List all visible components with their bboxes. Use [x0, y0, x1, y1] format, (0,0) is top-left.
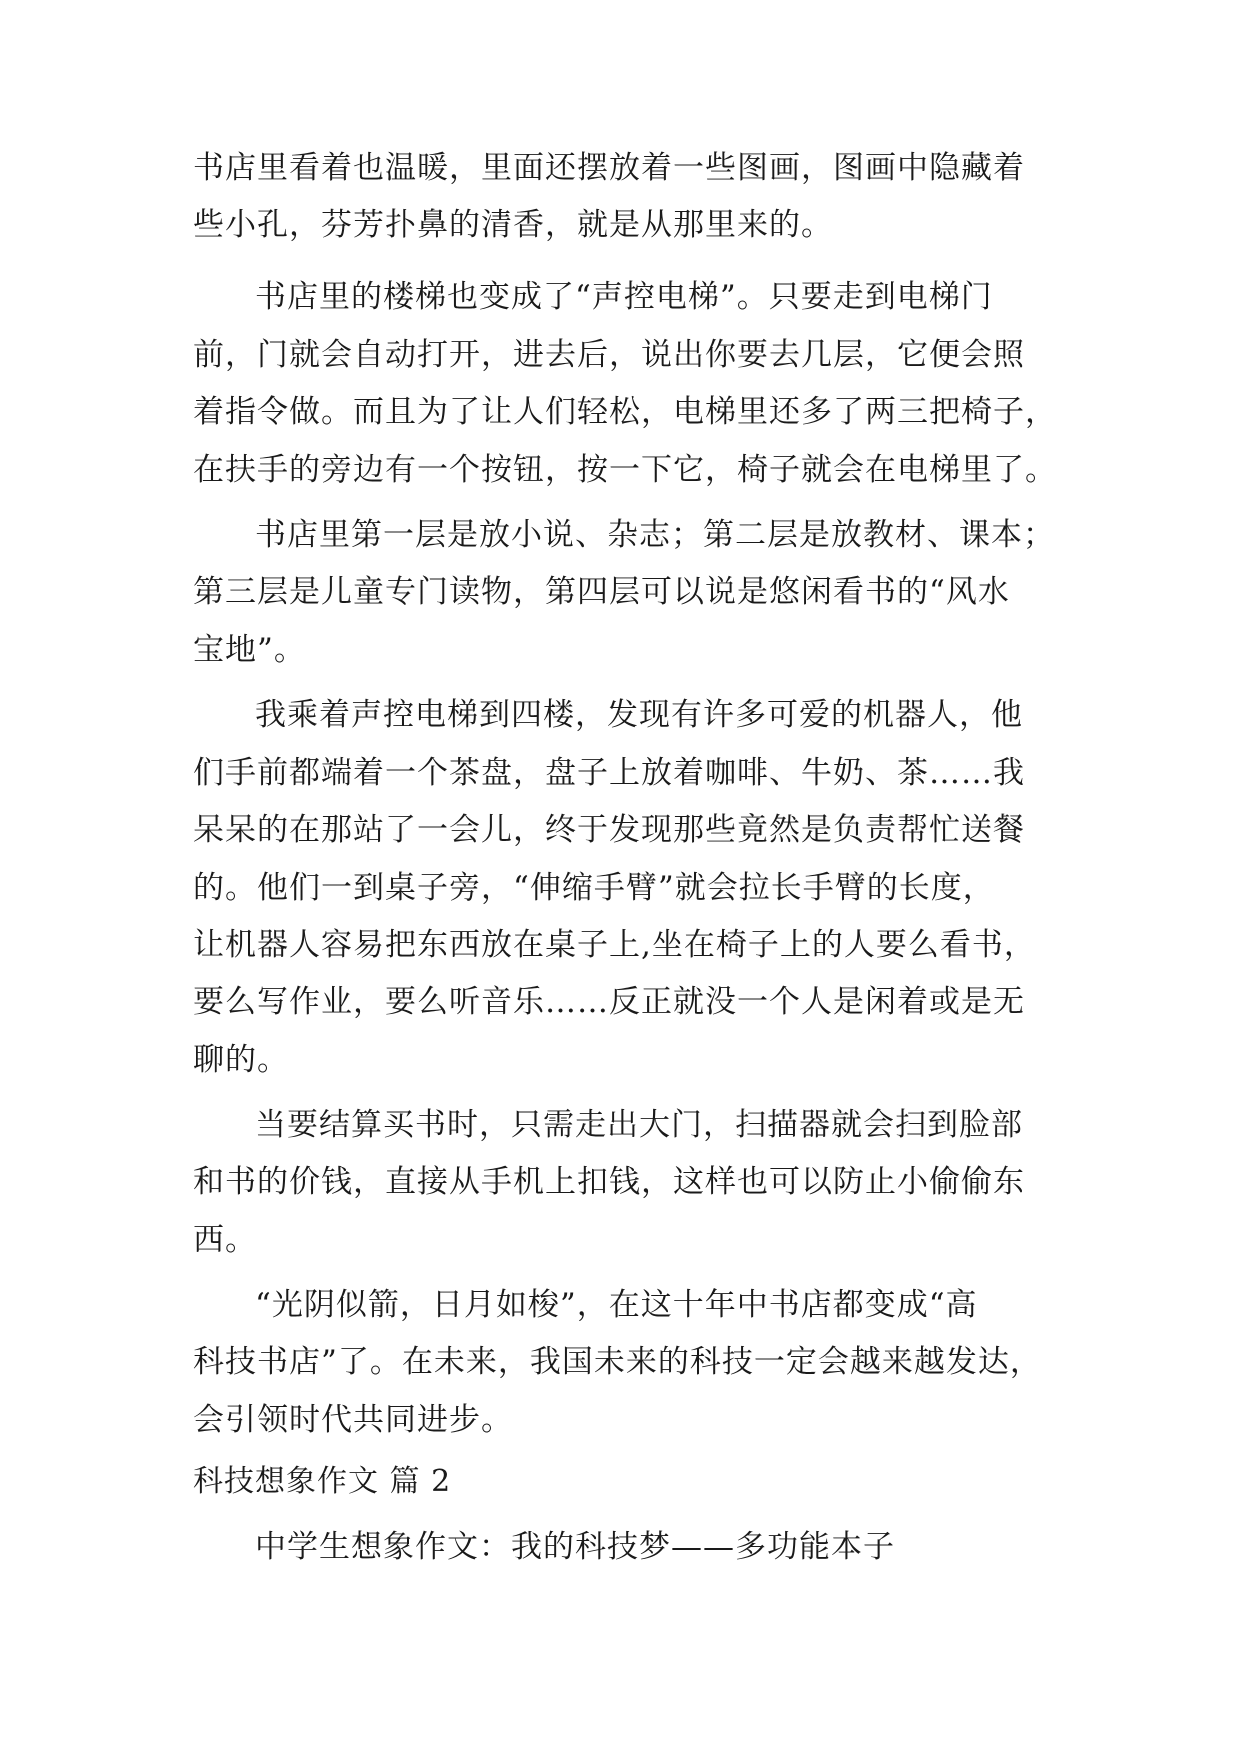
paragraph-line: 要么写作业，要么听音乐……反正就没一个人是闲着或是无: [193, 984, 1025, 1020]
paragraph-line: 第三层是儿童专门读物，第四层可以说是悠闲看书的“风水: [193, 574, 1010, 610]
paragraph-line: 和书的价钱，直接从手机上扣钱，这样也可以防止小偷偷东: [193, 1164, 1025, 1200]
paragraph-line: 让机器人容易把东西放在桌子上,坐在椅子上的人要么看书，: [193, 927, 1036, 963]
paragraph-line: 科技书店”了。在未来，我国未来的科技一定会越来越发达，: [193, 1344, 1042, 1380]
subtitle: 中学生想象作文：我的科技梦——多功能本子: [255, 1529, 895, 1565]
paragraph-line: 我乘着声控电梯到四楼，发现有许多可爱的机器人，他: [255, 697, 1023, 733]
paragraph-line: 聊的。: [193, 1042, 289, 1078]
paragraph-line: 前，门就会自动打开，进去后，说出你要去几层，它便会照: [193, 337, 1025, 373]
section-title: 科技想象作文 篇 2: [193, 1464, 452, 1499]
paragraph-line: 在扶手的旁边有一个按钮，按一下它，椅子就会在电梯里了。: [193, 452, 1057, 488]
paragraph-line: 的。他们一到桌子旁，“伸缩手臂”就会拉长手臂的长度，: [193, 870, 995, 906]
paragraph-line: “光阴似箭，日月如梭”，在这十年中书店都变成“高: [255, 1287, 978, 1323]
paragraph-line: 书店里看着也温暖，里面还摆放着一些图画，图画中隐藏着: [193, 150, 1025, 186]
paragraph-line: 当要结算买书时，只需走出大门，扫描器就会扫到脸部: [255, 1107, 1023, 1143]
paragraph-line: 们手前都端着一个茶盘，盘子上放着咖啡、牛奶、茶……我: [193, 755, 1025, 791]
paragraph-line: 呆呆的在那站了一会儿，终于发现那些竟然是负责帮忙送餐: [193, 812, 1025, 848]
paragraph-line: 宝地”。: [193, 632, 306, 668]
paragraph-line: 书店里第一层是放小说、杂志；第二层是放教材、课本；: [255, 517, 1055, 553]
paragraph-line: 西。: [193, 1222, 257, 1258]
paragraph-line: 些小孔，芬芳扑鼻的清香，就是从那里来的。: [193, 207, 833, 243]
paragraph-line: 着指令做。而且为了让人们轻松，电梯里还多了两三把椅子，: [193, 394, 1057, 430]
paragraph-line: 书店里的楼梯也变成了“声控电梯”。只要走到电梯门: [255, 279, 993, 315]
paragraph-line: 会引领时代共同进步。: [193, 1402, 513, 1438]
